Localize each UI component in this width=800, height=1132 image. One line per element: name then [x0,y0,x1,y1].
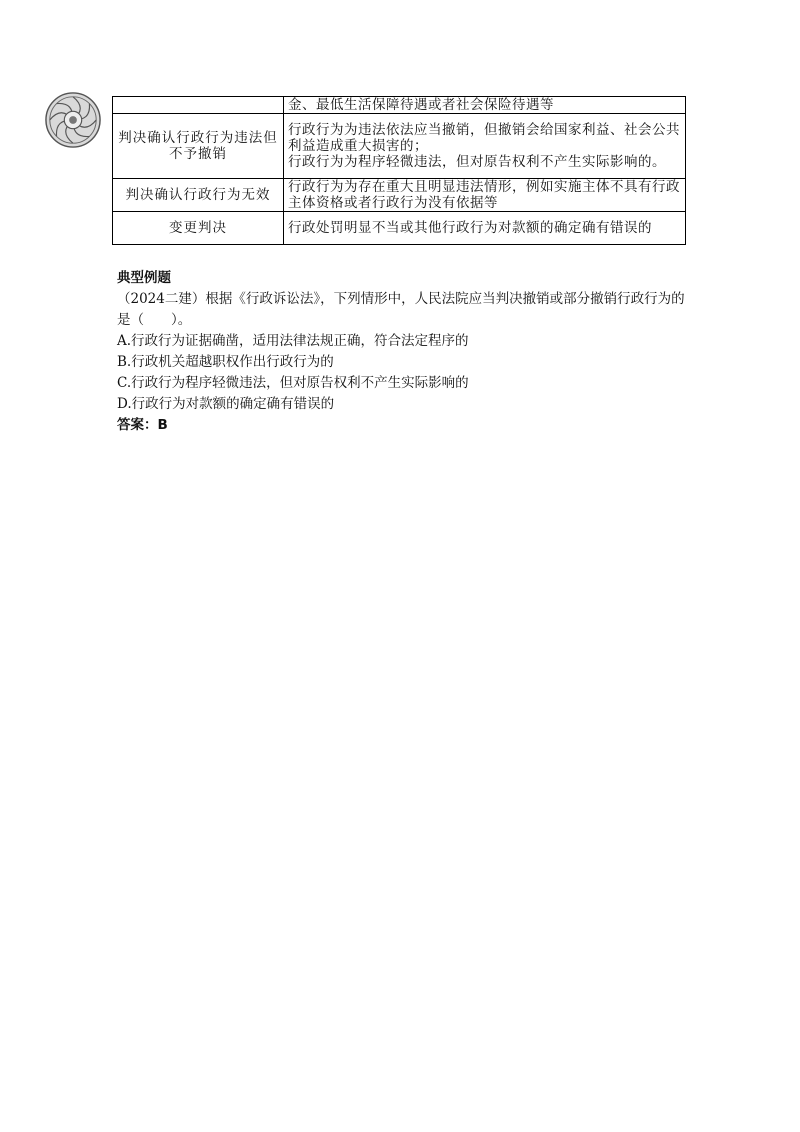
cell-line: 行政行为为存在重大且明显违法情形，例如实施主体不具有行政主体资格或者行政行为没有依据等 [288,179,680,211]
cell-line: 行政处罚明显不当或其他行政行为对款额的确定确有错误的 [288,220,652,236]
option-d: D.行政行为对款额的确定确有错误的 [117,396,335,412]
table-cell-label [113,97,284,114]
table-cell-label: 变更判决 [113,212,284,245]
example-title: 典型例题 [117,270,171,286]
table-row [113,212,686,245]
table-cell-content [284,114,686,179]
table-row [113,114,686,179]
cell-line: 金、最低生活保障待遇或者社会保险待遇等 [288,97,554,113]
cell-line: 行政行为为程序轻微违法，但对原告权利不产生实际影响的。 [288,154,666,170]
table-row [113,97,686,114]
cell-line: 行政行为为违法依法应当撤销，但撤销会给国家利益、社会公共利益造成重大损害的； [288,122,680,154]
table-cell-content [284,97,686,114]
option-c: C.行政行为程序轻微违法，但对原告权利不产生实际影响的 [117,375,469,391]
table-row [113,179,686,212]
answer: 答案：B [117,417,168,433]
option-b: B.行政机关超越职权作出行政行为的 [117,354,334,370]
example-question: （2024二建）根据《行政诉讼法》，下列情形中，人民法院应当判决撤销或部分撤销行政行为的是（ ）。 [117,291,685,328]
table-cell-label: 判决确认行政行为违法但不予撤销 [113,114,284,179]
option-a: A.行政行为证据确凿，适用法律法规正确，符合法定程序的 [117,333,469,349]
judgment-types-table [112,96,686,245]
emblem-logo [44,91,102,149]
table-cell-content [284,179,686,212]
example-section [117,268,697,436]
table-cell-content [284,212,686,245]
table-cell-label: 判决确认行政行为无效 [113,179,284,212]
